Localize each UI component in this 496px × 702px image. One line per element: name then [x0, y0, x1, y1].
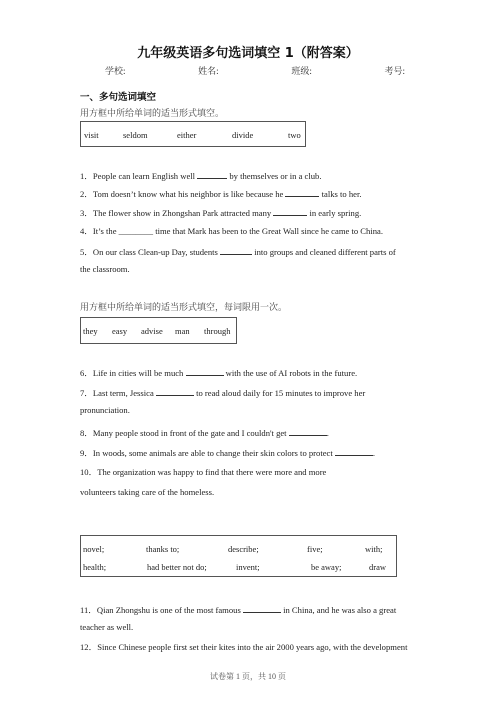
question-number: 1．: [80, 171, 93, 181]
question-9: [80, 446, 375, 459]
question-number: 11．: [80, 605, 97, 615]
word-box-item: thanks to;: [146, 544, 180, 554]
part3-word-box: [80, 535, 397, 577]
question-11: [80, 603, 396, 616]
document-title: 九年级英语多句选词填空 1（附答案）: [137, 46, 359, 61]
question-text: with the use of AI robots in the future.: [223, 368, 358, 378]
name-label: 姓名:: [198, 66, 219, 76]
question-10-continuation: volunteers taking care of the homeless.: [80, 487, 215, 497]
question-number: 4．: [80, 226, 93, 236]
question-text: Many people stood in front of the gate and I couldn't get: [92, 428, 289, 438]
question-number: 12．: [80, 642, 98, 652]
question-text: to read aloud daily for 15 minutes to improve her: [193, 388, 366, 398]
question-text: In woods, some animals are able to change their skin colors to protect: [92, 448, 335, 458]
question-1: [80, 169, 321, 182]
word-box-item: had better not do;: [147, 562, 207, 572]
question-8: [80, 426, 329, 439]
question-4: [80, 225, 383, 237]
answer-blank[interactable]: [197, 169, 227, 179]
answer-blank[interactable]: [220, 245, 252, 255]
question-number: 5．: [80, 247, 93, 257]
word-box-item: five;: [307, 544, 323, 554]
answer-blank[interactable]: [289, 426, 327, 436]
word-box-item: two: [288, 130, 301, 140]
question-number: 6．: [80, 368, 93, 378]
page-footer: 试卷第 1 页，共 10 页: [210, 672, 286, 681]
word-box-item: divide: [232, 130, 254, 140]
question-text: It’s the ________ time that Mark has been to the Great Wall since he came to China.: [92, 226, 383, 236]
question-text: On our class Clean-up Day, students: [92, 247, 221, 257]
answer-blank[interactable]: [285, 187, 319, 197]
question-text: The flower show in Zhongshan Park attracted many: [92, 208, 274, 218]
part1-instruction: 用方框中所给单词的适当形式填空。: [80, 108, 225, 118]
question-text: by themselves or in a club.: [227, 171, 322, 181]
word-box-item: invent;: [236, 562, 260, 572]
word-box-item: with;: [365, 544, 383, 554]
question-number: 9．: [80, 448, 93, 458]
question-text: Tom doesn’t know what his neighbor is like because he: [92, 189, 286, 199]
question-5: [80, 245, 396, 258]
question-number: 2．: [80, 189, 93, 199]
question-10: [80, 466, 326, 478]
word-box-item: they: [83, 326, 98, 336]
section-title: 一、多句选词填空: [80, 92, 157, 103]
answer-blank[interactable]: [273, 206, 307, 216]
word-box-item: health;: [83, 562, 107, 572]
question-5-continuation: the classroom.: [80, 264, 130, 274]
part2-word-box: [80, 317, 237, 344]
word-box-item: either: [177, 130, 197, 140]
question-number: 10．: [80, 467, 98, 477]
question-number: 7．: [80, 388, 93, 398]
word-box-item: advise: [141, 326, 163, 336]
exam-number-label: 考号:: [384, 66, 405, 76]
question-text: in early spring.: [307, 208, 362, 218]
question-7: [80, 386, 365, 399]
word-box-item: through: [204, 326, 231, 336]
school-label: 学校:: [105, 66, 126, 76]
class-label: 班级:: [291, 66, 312, 76]
question-text: .: [326, 428, 329, 438]
word-box-item: man: [175, 326, 190, 336]
question-7-continuation: pronunciation.: [80, 405, 130, 415]
question-text: Life in cities will be much: [92, 368, 186, 378]
student-info-line: [105, 64, 405, 77]
word-box-item: describe;: [228, 544, 259, 554]
answer-blank[interactable]: [335, 446, 376, 458]
question-text: People can learn English well: [92, 171, 198, 181]
question-3: [80, 206, 361, 219]
word-box-item: be away;: [311, 562, 342, 572]
question-text: talks to her.: [319, 189, 362, 199]
word-box-item: easy: [112, 326, 128, 336]
answer-blank[interactable]: [186, 366, 224, 376]
question-2: [80, 187, 361, 200]
question-number: 8．: [80, 428, 93, 438]
question-number: 3．: [80, 208, 93, 218]
question-text: in China, and he was also a great: [280, 605, 397, 615]
part2-instruction: 用方框中所给单词的适当形式填空，每词限用一次。: [80, 302, 288, 312]
question-text: .: [372, 448, 376, 458]
word-box-item: draw: [369, 562, 386, 572]
question-text: into groups and cleaned different parts of: [252, 247, 396, 257]
word-box-item: visit: [84, 130, 99, 140]
part1-word-box: [80, 121, 306, 147]
question-text: Qian Zhongshu is one of the most famous: [96, 605, 243, 615]
question-text: The organization was happy to find that there were more and more: [97, 467, 327, 477]
word-box-item: seldom: [123, 130, 148, 140]
word-box-item: novel;: [83, 544, 105, 554]
question-text: Last term, Jessica: [92, 388, 156, 398]
question-11-continuation: teacher as well.: [80, 622, 134, 632]
question-6: [80, 366, 357, 379]
answer-blank[interactable]: [156, 386, 194, 396]
answer-blank[interactable]: [243, 603, 281, 613]
question-text: Since Chinese people first set their kites into the air 2000 years ago, with the development: [97, 642, 408, 652]
question-12: [80, 641, 407, 653]
